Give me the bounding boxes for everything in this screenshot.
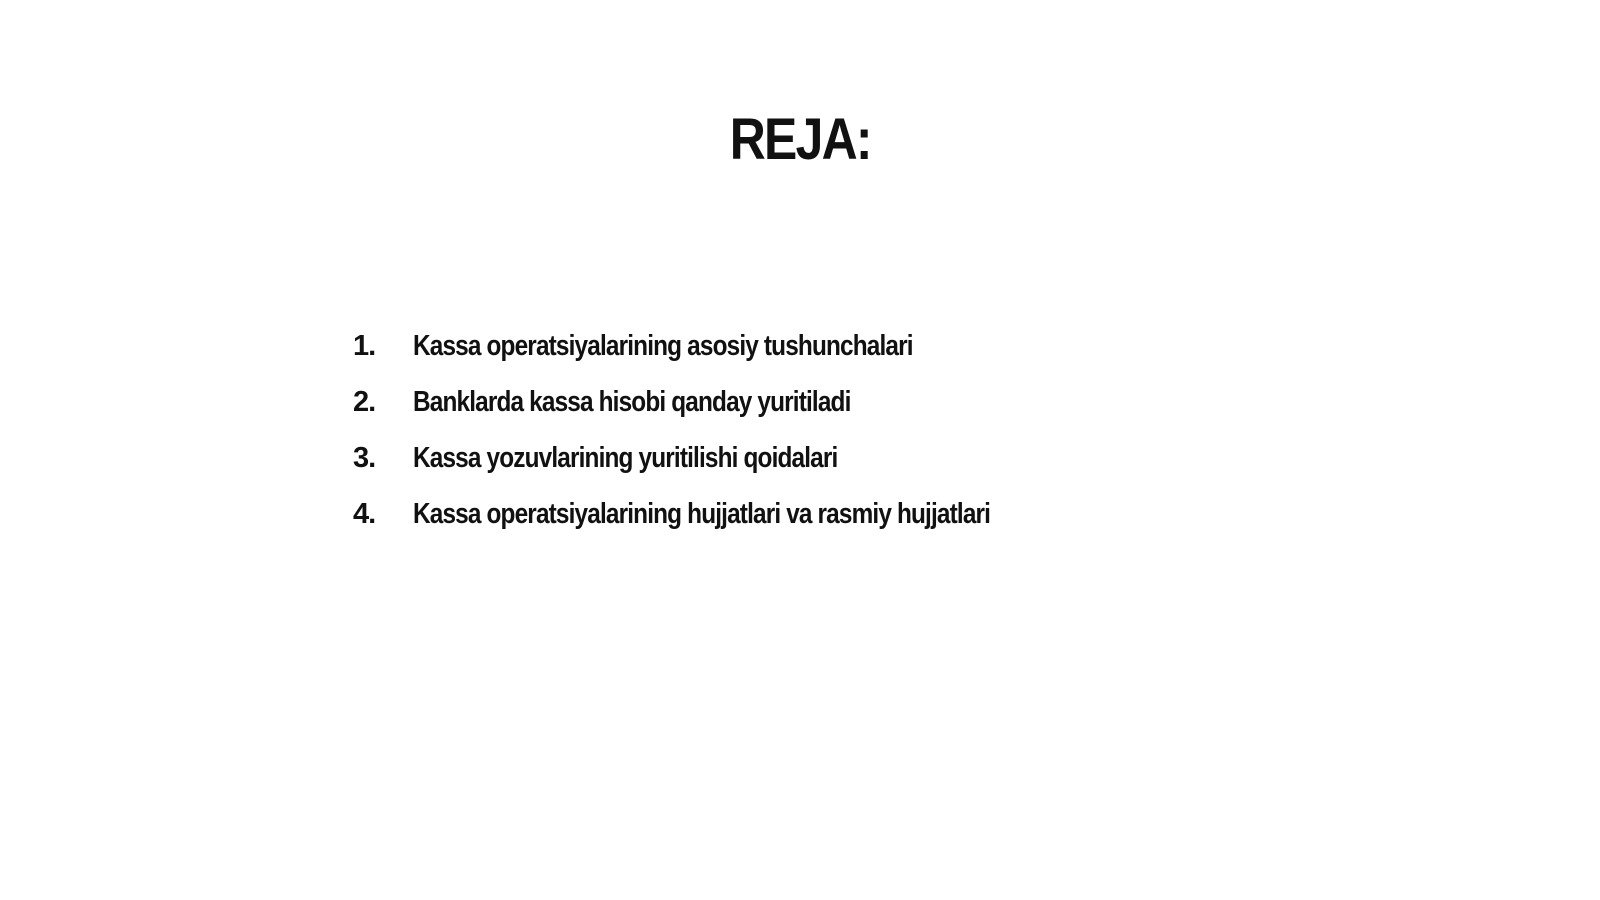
list-item-number: 2. [353, 386, 376, 418]
list-item-number: 1. [353, 330, 376, 362]
list-item-number: 3. [353, 442, 376, 474]
list-item-text: Banklarda kassa hisobi qanday yuritiladi [413, 386, 851, 418]
list-item [353, 382, 1100, 438]
plan-list [353, 326, 1100, 550]
slide-title: REJA: [729, 107, 871, 172]
list-item-text: Kassa operatsiyalarining asosiy tushunchalari [413, 330, 913, 362]
list-item-text: Kassa operatsiyalarining hujjatlari va rasmiy hujjatlari [413, 498, 991, 530]
list-item [353, 438, 1100, 494]
list-item [353, 326, 1100, 382]
list-item-text: Kassa yozuvlarining yuritilishi qoidalari [413, 442, 838, 474]
list-item-number: 4. [353, 498, 376, 530]
list-item [353, 494, 1100, 550]
